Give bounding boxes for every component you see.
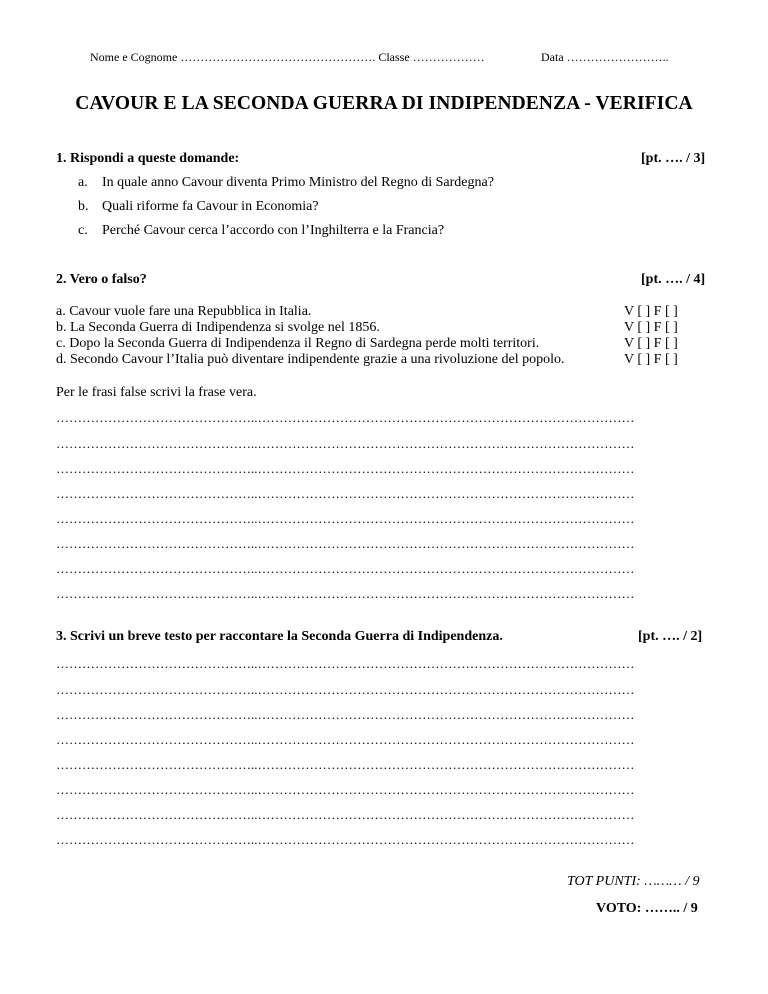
statement-a: a. Cavour vuole fare una Repubblica in Italia. [56,304,312,319]
section-3-heading: 3. Scrivi un breve testo per raccontare la Seconda Guerra di Indipendenza. [56,629,503,644]
answer-line[interactable]: ………………………………………..…………………………………………………………………………… [56,807,635,822]
question-b-letter: b. [78,199,89,214]
section-3-points: [pt. …. / 2] [638,629,703,644]
section-2-heading: 2. Vero o falso? [56,272,147,287]
answer-line[interactable]: ………………………………………..…………………………………………………………………………… [56,410,635,425]
statement-d: d. Secondo Cavour l’Italia può diventare indipendente grazie a una rivoluzione del popolo. [56,352,565,367]
date-field[interactable]: Data …………………….. [541,50,669,64]
question-b: Quali riforme fa Cavour in Economia? [102,199,319,214]
statement-b: b. La Seconda Guerra di Indipendenza si svolge nel 1856. [56,320,380,335]
question-a-letter: a. [78,175,88,190]
answer-line[interactable]: ………………………………………..…………………………………………………………………………… [56,586,635,601]
answer-line[interactable]: ………………………………………..…………………………………………………………………………… [56,782,635,797]
answer-line[interactable]: ………………………………………..…………………………………………………………………………… [56,656,635,671]
answer-line[interactable]: ………………………………………..…………………………………………………………………………… [56,461,635,476]
instruction: Per le frasi false scrivi la frase vera. [56,385,257,400]
answer-line[interactable]: ………………………………………..…………………………………………………………………………… [56,832,635,847]
question-c-letter: c. [78,223,88,238]
question-c: Perché Cavour cerca l’accordo con l’Inghilterra e la Francia? [102,223,445,238]
name-class-field[interactable]: Nome e Cognome …………………………………………. Classe ……………… [90,50,485,64]
true-false-checkbox[interactable]: V [ ] F [ ] [624,320,678,335]
answer-line[interactable]: ………………………………………..…………………………………………………………………………… [56,682,635,697]
answer-line[interactable]: ………………………………………..…………………………………………………………………………… [56,732,635,747]
statement-c: c. Dopo la Seconda Guerra di Indipendenza il Regno di Sardegna perde molti territori. [56,336,540,351]
total-points: TOT PUNTI: ……… / 9 [567,874,700,889]
answer-line[interactable]: ………………………………………..…………………………………………………………………………… [56,511,635,526]
true-false-checkbox[interactable]: V [ ] F [ ] [624,352,678,367]
section-2-points: [pt. …. / 4] [641,272,706,287]
true-false-checkbox[interactable]: V [ ] F [ ] [624,304,678,319]
answer-line[interactable]: ………………………………………..…………………………………………………………………………… [56,536,635,551]
true-false-checkbox[interactable]: V [ ] F [ ] [624,336,678,351]
answer-line[interactable]: ………………………………………..…………………………………………………………………………… [56,561,635,576]
section-1-heading: 1. Rispondi a queste domande: [56,151,240,166]
answer-line[interactable]: ………………………………………..…………………………………………………………………………… [56,757,635,772]
grade: VOTO: …….. / 9 [596,901,698,916]
question-a: In quale anno Cavour diventa Primo Ministro del Regno di Sardegna? [102,175,494,190]
answer-line[interactable]: ………………………………………..…………………………………………………………………………… [56,436,635,451]
section-1-points: [pt. …. / 3] [641,151,706,166]
answer-line[interactable]: ………………………………………..…………………………………………………………………………… [56,707,635,722]
answer-line[interactable]: ………………………………………..…………………………………………………………………………… [56,486,635,501]
page-title: CAVOUR E LA SECONDA GUERRA DI INDIPENDENZA - VERIFICA [75,93,693,114]
